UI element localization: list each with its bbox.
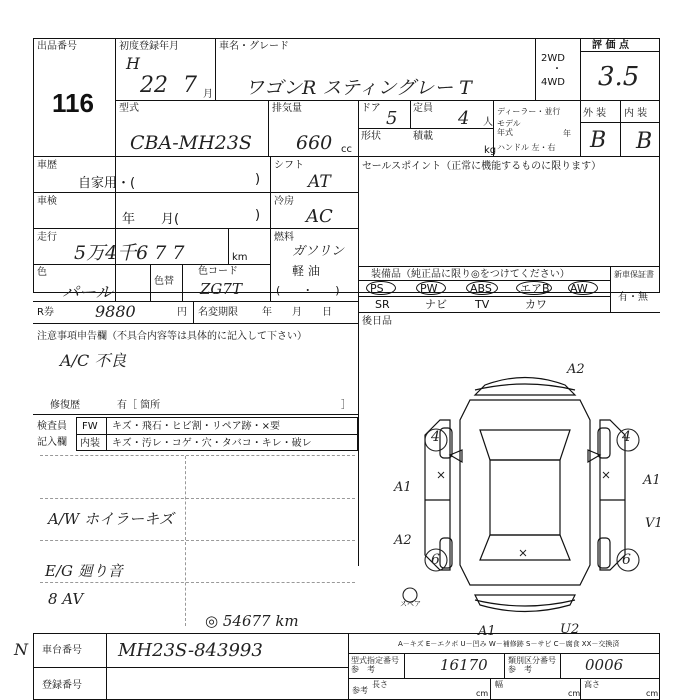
divider bbox=[560, 653, 561, 678]
type-cert-label: 型式指定番号 参 考 bbox=[351, 656, 399, 674]
mark-4-right: 4 bbox=[622, 429, 631, 445]
mark-u2: U2 bbox=[560, 622, 580, 637]
divider bbox=[504, 653, 505, 678]
equipment-item: AW bbox=[570, 282, 588, 295]
divider bbox=[358, 266, 660, 267]
divider bbox=[358, 156, 359, 566]
row1-items: キズ・飛石・ヒビ割・リペア跡・×要 bbox=[112, 421, 280, 432]
fuel-diesel: 軽 油 bbox=[292, 264, 320, 278]
mark-v1: V1 bbox=[645, 516, 663, 531]
reg-year: 22 bbox=[140, 73, 168, 98]
color-value: パール bbox=[62, 283, 113, 303]
equipment-item: カワ bbox=[525, 298, 547, 311]
divider bbox=[33, 414, 358, 415]
hw-line2: E/G 廻り音 bbox=[45, 562, 123, 580]
entry-label: 記入欄 bbox=[37, 437, 67, 448]
displacement: 660 bbox=[296, 132, 333, 154]
repair-value: 有［ 箇所 bbox=[117, 400, 161, 411]
n-mark: N bbox=[14, 640, 28, 659]
color-label: 色 bbox=[37, 267, 47, 278]
class-value: 0006 bbox=[585, 656, 624, 674]
capacity: 4 bbox=[458, 108, 470, 129]
score: 3.5 bbox=[598, 62, 640, 92]
divider bbox=[358, 296, 610, 297]
color-code-label: 色コード bbox=[198, 266, 238, 277]
equipment-item: TV bbox=[475, 298, 490, 311]
equipment-circle bbox=[366, 281, 396, 295]
mark-6-left: 6 bbox=[431, 552, 440, 568]
divider bbox=[580, 678, 581, 700]
kg-unit: kg bbox=[484, 145, 497, 156]
equipment-circle bbox=[568, 281, 598, 295]
width-unit: cm bbox=[568, 689, 581, 698]
yen-unit: 円 bbox=[177, 307, 187, 318]
lot-number: 116 bbox=[52, 88, 94, 118]
interior-grade: B bbox=[636, 129, 653, 154]
divider bbox=[33, 156, 660, 157]
mark-a2-left: A2 bbox=[394, 533, 412, 548]
divider bbox=[404, 653, 405, 678]
history-label: 車歴 bbox=[37, 160, 57, 171]
first-reg-label: 初度登録年月 bbox=[119, 41, 179, 52]
lot-label: 出品番号 bbox=[37, 41, 77, 52]
odometer: ◎ 54677 km bbox=[205, 612, 299, 630]
rear-seat-label: 後日品 bbox=[362, 316, 392, 327]
car-damage-diagram bbox=[380, 360, 670, 640]
dashed-grid bbox=[40, 455, 355, 626]
divider bbox=[33, 301, 358, 302]
mileage-value: 5万4千6 7 7 bbox=[74, 242, 185, 264]
divider bbox=[193, 301, 194, 323]
equipment-item: ABS bbox=[470, 282, 492, 295]
equipment-item: エアB bbox=[520, 282, 550, 295]
divider bbox=[348, 678, 660, 679]
model: CBA-MH23S bbox=[130, 132, 252, 154]
equipment-circle bbox=[516, 281, 552, 295]
chassis-label: 車台番号 bbox=[42, 645, 82, 656]
ac-label: 冷房 bbox=[274, 196, 294, 207]
persons-unit: 人 bbox=[483, 117, 493, 128]
divider bbox=[33, 264, 270, 265]
history-close: ) bbox=[255, 172, 261, 187]
equipment-item: PW bbox=[420, 282, 438, 295]
car-name-label: 車名・グレード bbox=[219, 41, 289, 52]
divider bbox=[115, 100, 660, 101]
doors-label: ドア bbox=[361, 103, 381, 114]
recycle-label: R券 bbox=[37, 307, 54, 318]
divider bbox=[358, 312, 660, 313]
load-label: 積載 bbox=[413, 131, 433, 142]
size-label: 参考 bbox=[352, 686, 368, 695]
length-label: 長さ bbox=[372, 680, 388, 689]
cc-unit: cc bbox=[341, 144, 352, 155]
name-change-label: 名変期限 bbox=[198, 307, 238, 318]
divider bbox=[106, 633, 107, 700]
divider bbox=[580, 51, 660, 52]
drive-2wd: 2WD bbox=[541, 53, 565, 64]
divider bbox=[535, 38, 536, 100]
row2-items: キズ・汚レ・コゲ・穴・タバコ・キレ・破レ bbox=[112, 438, 312, 449]
color-code: ZG7T bbox=[200, 280, 242, 298]
name-change-value: 年 月 日 bbox=[262, 307, 332, 318]
height-label: 高さ bbox=[584, 680, 600, 689]
equipment-label: 装備品（純正品に限り◎をつけてください） bbox=[371, 269, 570, 280]
month-unit: 月 bbox=[203, 89, 213, 100]
divider bbox=[33, 667, 348, 668]
inspector-label: 検査員 bbox=[37, 421, 67, 432]
capacity-label: 定員 bbox=[413, 103, 433, 114]
exterior-label: 外 装 bbox=[583, 108, 607, 119]
recolor-label: 色替 bbox=[154, 276, 174, 287]
repair-label: 修復歴 bbox=[50, 400, 80, 411]
repair-close: ］ bbox=[341, 400, 351, 411]
divider bbox=[150, 264, 151, 301]
class-label: 類別区分番号 参 考 bbox=[508, 656, 556, 674]
divider bbox=[268, 100, 269, 156]
inspection-close: ) bbox=[255, 208, 261, 223]
height-unit: cm bbox=[646, 689, 659, 698]
inspection-label: 車検 bbox=[37, 196, 57, 207]
divider bbox=[228, 228, 229, 264]
spare-label: スペア bbox=[400, 600, 421, 608]
divider bbox=[410, 100, 411, 128]
fuel-gas: ガソリン bbox=[292, 244, 345, 259]
fuel-paren: ( ・ ) bbox=[276, 284, 340, 297]
divider bbox=[580, 38, 581, 156]
width-label: 幅 bbox=[495, 680, 503, 689]
interior-label: 内 装 bbox=[624, 108, 648, 119]
year-unit: 年 bbox=[563, 129, 571, 138]
mark-6-right: 6 bbox=[622, 552, 631, 568]
score-label: 評 価 点 bbox=[592, 40, 629, 51]
type-cert-value: 16170 bbox=[440, 656, 488, 674]
drive-4wd: 4WD bbox=[541, 77, 565, 88]
equipment-circle bbox=[416, 281, 446, 295]
equipment-circle bbox=[466, 281, 498, 295]
notes-value: A/C 不良 bbox=[60, 351, 127, 370]
era: H bbox=[126, 54, 140, 73]
reg-month: 7 bbox=[183, 73, 197, 98]
history-value: 自家用・( bbox=[78, 176, 136, 191]
shift-label: シフト bbox=[274, 160, 304, 171]
divider bbox=[182, 264, 183, 301]
divider bbox=[610, 266, 611, 312]
inspection-value: 年 月( bbox=[122, 212, 180, 227]
fuel-label: 燃料 bbox=[274, 232, 294, 243]
recycle-value: 9880 bbox=[95, 302, 136, 321]
shift-value: AT bbox=[308, 172, 331, 192]
equipment-item: SR bbox=[375, 298, 390, 311]
ac-value: AC bbox=[306, 206, 333, 227]
divider bbox=[348, 633, 349, 700]
shape-label: 形状 bbox=[361, 131, 381, 142]
km-unit: km bbox=[232, 252, 248, 263]
mark-a2-top: A2 bbox=[567, 362, 585, 377]
divider bbox=[620, 100, 621, 156]
length-unit: cm bbox=[476, 689, 489, 698]
divider bbox=[358, 128, 493, 129]
divider bbox=[493, 100, 494, 156]
damage-legend: A－キズ E－エクボ U－凹み W－補修跡 S－サビ C－腐食 XX－交換済 bbox=[398, 640, 620, 648]
exterior-grade: B bbox=[590, 128, 607, 153]
divider bbox=[33, 228, 358, 229]
dealer-label: ディーラー・並行 bbox=[497, 107, 561, 116]
sales-point-label: セールスポイント（正常に機能するものに限ります） bbox=[362, 161, 602, 172]
mileage-label: 走行 bbox=[37, 232, 57, 243]
doors: 5 bbox=[386, 108, 398, 129]
equipment-item: PS bbox=[370, 282, 384, 295]
hw-line3: 8 AV bbox=[48, 590, 84, 608]
new-warranty-label: 新車保証書 bbox=[614, 270, 654, 279]
divider bbox=[215, 38, 216, 100]
model-year-label: モデル 年式 bbox=[497, 119, 521, 137]
row1-prefix: FW bbox=[82, 421, 98, 432]
mark-a1-left: A1 bbox=[394, 480, 412, 495]
notes-label: 注意事項申告欄（不具合内容等は具体的に記入して下さい） bbox=[37, 331, 307, 342]
divider bbox=[33, 192, 358, 193]
drive-dot: ・ bbox=[552, 64, 562, 75]
mark-4-left: 4 bbox=[431, 429, 440, 445]
equipment-item: ナビ bbox=[425, 298, 447, 311]
hw-line1: A/W ホイラーキズ bbox=[48, 510, 174, 528]
divider bbox=[106, 417, 107, 451]
reg-number-label: 登録番号 bbox=[42, 680, 82, 691]
model-label: 型式 bbox=[119, 103, 139, 114]
chassis-value: MH23S-843993 bbox=[118, 640, 263, 661]
divider bbox=[76, 434, 358, 435]
mark-a1-right: A1 bbox=[643, 473, 661, 488]
mark-a1-bottom: A1 bbox=[478, 624, 496, 639]
car-name: ワゴンR スティングレー T bbox=[245, 77, 472, 99]
divider bbox=[33, 323, 358, 324]
row2-prefix: 内装 bbox=[80, 438, 100, 449]
warranty-value: 有・無 bbox=[618, 292, 648, 303]
handle-label: ハンドル 左・右 bbox=[497, 143, 556, 152]
displacement-label: 排気量 bbox=[272, 103, 302, 114]
divider bbox=[490, 678, 491, 700]
